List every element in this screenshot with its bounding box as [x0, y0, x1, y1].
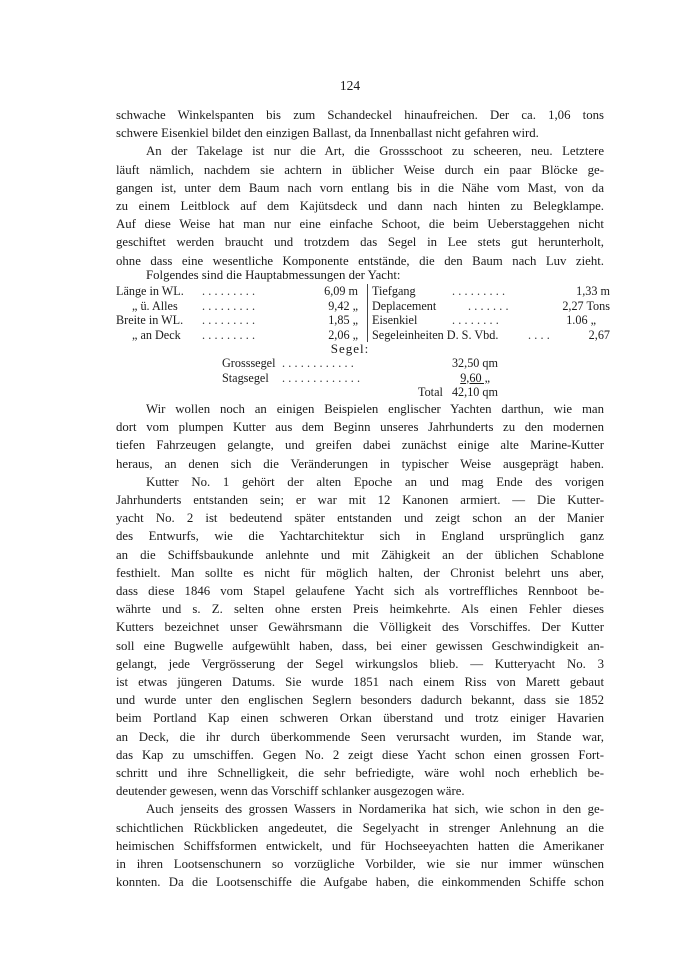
sails-heading: Segel: — [330, 341, 370, 356]
text-line: An der Takelage ist nur die Art, die Grossschoot zu scheeren, neu. Letztere — [146, 144, 604, 159]
dimension-label: Breite in WL. — [116, 313, 184, 328]
text-line: konnten. Da die Lootsenschiffe die Aufgabe haben, die einkommenden Schiffe schon — [116, 875, 604, 890]
text-line: zu einem Leitblock auf dem Kajütsdeck und dann nach hinten zu Belegklampe. — [116, 199, 604, 214]
dimension-label: Länge in WL. — [116, 284, 184, 298]
dimensions-caption: Folgendes sind die Hauptabmessungen der Yacht: — [146, 268, 401, 282]
sail-value: 9,60 „ — [460, 370, 490, 385]
dimension-label: „ ü. Alles — [132, 298, 178, 313]
sail-label: Grosssegel — [222, 356, 276, 370]
text-line: gelangt, jede Vergrösserung der Segel wirkungslos blieb. — Kutteryacht No. 3 — [116, 656, 604, 671]
dimension-row — [372, 299, 612, 314]
dimension-row — [116, 313, 366, 328]
sail-total-row — [222, 385, 502, 400]
text-line: ohne dass eine wesentliche Komponente entstände, die den Baum nach Luv zieht. — [116, 253, 604, 268]
sails-table — [222, 356, 502, 400]
dimension-row — [116, 284, 366, 299]
text-line: und wurde unter den englischen Seglern besonders dadurch bekannt, dass sie 1852 — [116, 693, 604, 708]
text-line: Auch jenseits des grossen Wassers in Nordamerika hat sich, wie schon in den ge- — [146, 802, 604, 817]
text-line: an Deck, die ihr durch überkommende Seen verursacht wurden, im Stande war, — [116, 729, 604, 744]
dimension-value: 2,67 — [588, 327, 610, 342]
sail-row — [222, 356, 502, 371]
dimension-label: Tiefgang — [372, 284, 416, 298]
text-line: soll eine Bugwelle aufgewühlt haben, dass, bei einer gewissen Geschwindigkeit an- — [116, 638, 604, 653]
leader-dots: ......... — [202, 298, 259, 313]
sail-label: Stagsegel — [222, 370, 269, 385]
dimension-value: 9,42 „ — [328, 298, 358, 313]
text-line: Jahrhunderts entstanden sein; er war mit 12 Kanonen armiert. — Die Kutter- — [116, 493, 604, 508]
dimension-label: Eisenkiel — [372, 313, 418, 328]
text-line: gangen ist, unter dem Baum nach vorn entlang bis in die Nähe vom Mast, von da — [116, 180, 604, 195]
paragraph-block-2 — [116, 400, 604, 891]
dimension-row — [116, 299, 366, 314]
dimension-row — [372, 284, 612, 299]
dimension-label: „ an Deck — [132, 327, 181, 342]
text-line: festhielt. Man sollte es nicht für möglich halten, der Chronist belehrt uns aber, — [116, 565, 604, 580]
dimension-value: 2,06 „ — [328, 327, 358, 342]
paragraph-block-1 — [116, 106, 604, 270]
text-line: währte und s. Z. selten ohne ersten Preis heimkehrte. Als einen Fehler dieses — [116, 602, 604, 617]
text-line: ist etwas jüngeren Datums. Sie wurde 1851 nach einem Riss von Marett gebaut — [116, 675, 604, 690]
dimension-label: Deplacement — [372, 298, 437, 313]
sail-row — [222, 371, 502, 386]
text-line: yacht No. 2 ist bedeutend später entstanden und zeigt schon an der Manier — [116, 511, 604, 526]
text-line: Wir wollen noch an einigen Beispielen englischer Yachten darthun, wie man — [146, 402, 604, 416]
dimension-value: 1,85 „ — [328, 313, 358, 328]
dimension-value: 1,33 m — [576, 284, 610, 298]
dimensions-left-column — [116, 284, 366, 342]
dimensions-right-column — [367, 284, 612, 342]
text-line: dort vom plumpen Kutter aus dem Beginn unseres Jahrhunderts zu den modernen — [116, 420, 604, 435]
sail-value: 32,50 qm — [451, 356, 498, 370]
text-line: des Entwurfs, wie die Yachtarchitektur sich in England ursprünglich ganz — [116, 529, 604, 544]
text-line: schritt und ihre Schnelligkeit, die sehr befriedigte, wäre wohl noch erheblich be- — [116, 766, 604, 781]
text-line: heraus, an denen sich die Veränderungen in typischer Weise ausgeprägt haben. — [116, 456, 604, 471]
page-number: 124 — [339, 78, 361, 93]
text-line: Auf diese Weise hat man nur eine einfache Schoot, die beim Ueberstaggehen nicht — [116, 217, 604, 232]
sail-total-value: 42,10 qm — [451, 385, 498, 400]
leader-dots: ............ — [282, 356, 357, 370]
dimension-label: Segeleinheiten D. S. Vbd. — [372, 327, 499, 342]
leader-dots: ........ — [452, 313, 502, 328]
text-line: dass diese 1846 vom Stapel gelaufene Yacht sich als vortreffliches Rennboot be- — [116, 584, 604, 599]
text-line: das Kap zu umschiffen. Gegen No. 2 zeigt diese Yacht schon einen grossen Fort- — [116, 747, 604, 762]
text-line: deutender gewesen, wenn das Vorschiff schlanker ausgezogen wäre. — [116, 784, 465, 799]
leader-dots: ......... — [452, 284, 509, 298]
leader-dots: ......... — [202, 313, 259, 328]
text-line: Kutters bezeichnet unser Gewährsmann die Völligkeit des Vorschiffes. Der Kutter — [116, 620, 604, 635]
dimension-value: 1.06 „ — [566, 313, 596, 328]
text-line: an die Schiffsbaukunde anlehnte und mit Zähigkeit an der üblichen Schablone — [116, 547, 604, 562]
text-line: läuft nämlich, nachdem sie achtern in üblicher Weise durch ein paar Blöcke ge- — [116, 162, 604, 177]
dimension-value: 2,27 Tons — [562, 298, 610, 313]
text-line: heimischen Schiffsformen entwickelt, und für Hochseeyachten hatten die Amerikaner — [116, 838, 604, 853]
dimension-value: 6,09 m — [324, 284, 358, 298]
leader-dots: ......... — [202, 327, 259, 342]
leader-dots: .... — [528, 327, 553, 342]
text-line: beim Portland Kap einen schweren Orkan überstand und trotz einiger Havarien — [116, 711, 604, 726]
text-line: schwache Winkelspanten bis zum Schandeckel hinaufreichen. Der ca. 1,06 tons — [116, 108, 604, 122]
text-line: schichtlichen Rückblicken angedeutet, die Segelyacht in strenger Anlehnung an die — [116, 820, 604, 835]
text-line: in ihren Lootsenschunern so vorzügliche Vorbilder, wie sie nur immer wünschen — [116, 857, 604, 872]
leader-dots: ....... — [468, 298, 512, 313]
text-line: schwere Eisenkiel bildet den einzigen Ballast, da Innenballast nicht gefahren wird. — [116, 126, 539, 141]
leader-dots: ............. — [282, 370, 364, 385]
leader-dots: ......... — [202, 284, 259, 298]
text-line: tiefen Fahrzeugen gelangte, und greifen dabei zunächst einige alte Marine-Kutter — [116, 438, 604, 453]
text-line: geschiftet werden braucht und trotzdem das Segel in Lee stets gut herunterholt, — [116, 235, 604, 250]
sail-total-label: Total — [418, 385, 443, 400]
dimension-row — [372, 313, 612, 328]
text-line: Kutter No. 1 gehört der alten Epoche an und mag Ende des vorigen — [146, 474, 604, 489]
